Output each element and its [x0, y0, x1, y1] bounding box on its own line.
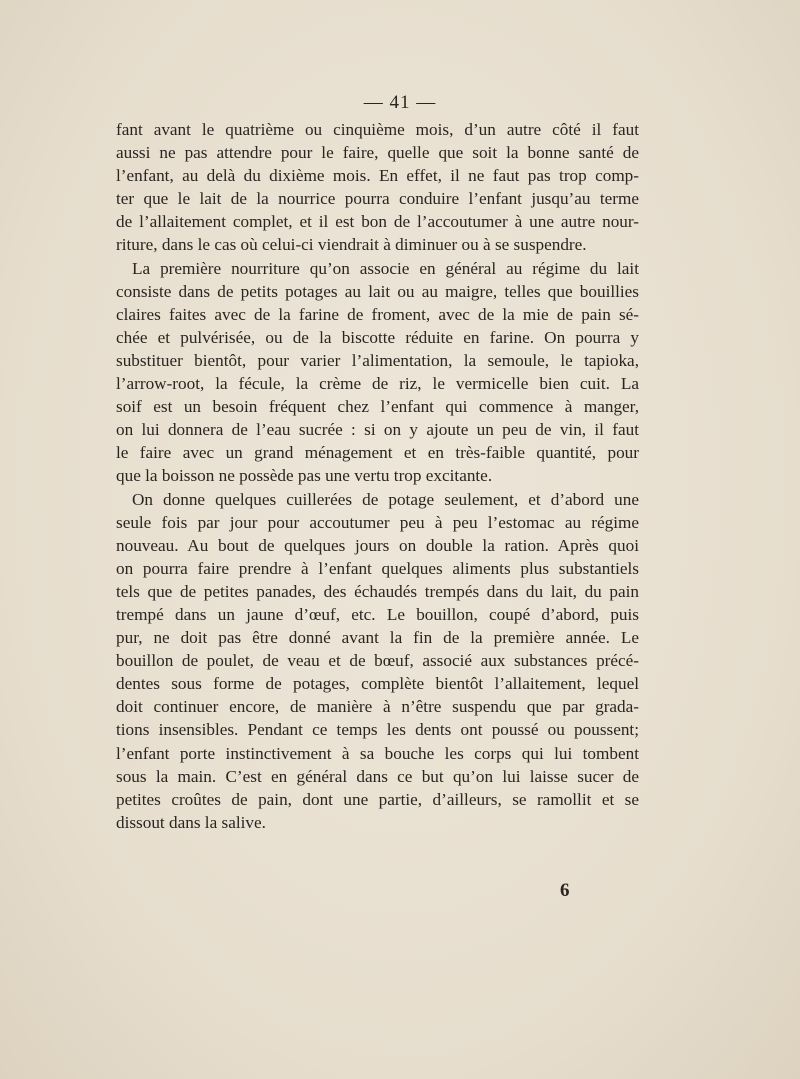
text-line: l’arrow-root, la fécule, la crème de riz, le vermicelle bien cuit. La — [116, 374, 639, 394]
text-line: ter que le lait de la nourrice pourra conduire l’enfant jusqu’au terme — [116, 189, 639, 209]
text-line: trempé dans un jaune d’œuf, etc. Le bouillon, coupé d’abord, puis — [116, 604, 639, 624]
text-line: l’enfant, au delà du dixième mois. En effet, il ne faut pas trop comp- — [116, 166, 639, 186]
signature-mark: 6 — [560, 880, 570, 901]
text-line: de l’allaitement complet, et il est bon de l’accoutumer à une autre nour- — [116, 212, 639, 232]
text-line: La première nourriture qu’on associe en général au régime du lait — [132, 258, 639, 278]
text-line: riture, dans le cas où celui-ci viendrait à diminuer ou à se suspendre. — [116, 235, 587, 255]
text-line: petites croûtes de pain, dont une partie, d’ailleurs, se ramollit et se — [116, 789, 639, 809]
text-line: le faire avec un grand ménagement et en très-faible quantité, pour — [116, 443, 639, 463]
text-line: on lui donnera de l’eau sucrée : si on y ajoute un peu de vin, il faut — [116, 420, 639, 440]
text-line: tions insensibles. Pendant ce temps les dents ont poussé ou poussent; — [116, 720, 639, 740]
text-line: que la boisson ne possède pas une vertu trop excitante. — [116, 466, 493, 486]
text-line: on pourra faire prendre à l’enfant quelques aliments plus substantiels — [116, 558, 639, 578]
body-text — [116, 118, 639, 834]
text-line: doit continuer encore, de manière à n’être suspendu que par grada- — [116, 697, 639, 717]
text-line: seule fois par jour pour accoutumer peu à peu l’estomac au régime — [116, 512, 639, 532]
text-line: chée et pulvérisée, ou de la biscotte réduite en farine. On pourra y — [116, 327, 639, 347]
text-line: soif est un besoin fréquent chez l’enfant qui commence à manger, — [116, 397, 639, 417]
page-number: — 41 — — [363, 92, 437, 113]
text-line: sous la main. C’est en général dans ce but qu’on lui laisse sucer de — [116, 766, 639, 786]
text-line: claires faites avec de la farine de froment, avec de la mie de pain sé- — [116, 304, 639, 324]
text-line: dissout dans la salive. — [116, 812, 266, 832]
text-line: l’enfant porte instinctivement à sa bouche les corps qui lui tombent — [116, 743, 639, 763]
text-line: nouveau. Au bout de quelques jours on double la ration. Après quoi — [116, 535, 639, 555]
text-line: tels que de petites panades, des échaudés trempés dans du lait, du pain — [116, 581, 639, 601]
text-line: pur, ne doit pas être donné avant la fin de la première année. Le — [116, 628, 639, 648]
text-line: consiste dans de petits potages au lait ou au maigre, telles que bouillies — [116, 281, 639, 301]
text-line: fant avant le quatrième ou cinquième mois, d’un autre côté il faut — [116, 120, 639, 139]
text-line: substituer bientôt, pour varier l’alimentation, la semoule, le tapioka, — [116, 350, 639, 370]
text-line: dentes sous forme de potages, complète bientôt l’allaitement, lequel — [116, 674, 639, 694]
text-line: bouillon de poulet, de veau et de bœuf, associé aux substances précé- — [116, 651, 639, 671]
text-line: On donne quelques cuillerées de potage seulement, et d’abord une — [132, 489, 639, 509]
text-line: aussi ne pas attendre pour le faire, quelle que soit la bonne santé de — [116, 143, 639, 163]
